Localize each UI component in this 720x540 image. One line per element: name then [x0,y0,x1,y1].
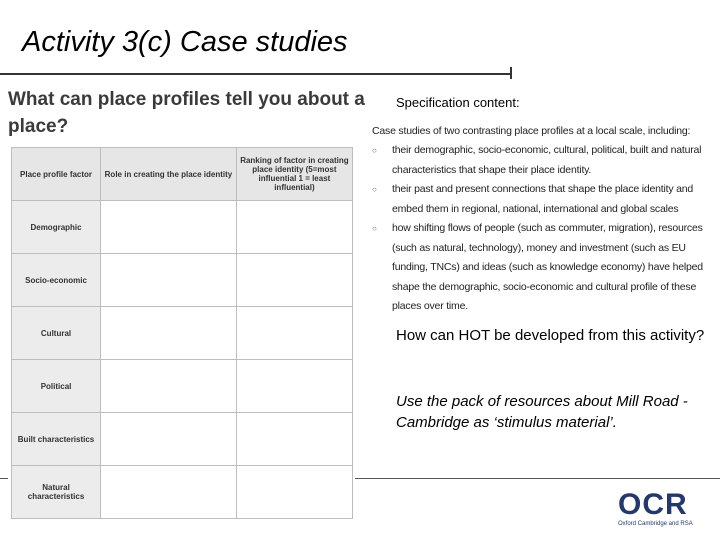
spec-bullet-text: their past and present connections that shape the place identity and embed them in regional, national, international and global scales [392,183,694,215]
ocr-logo [618,490,702,530]
bullet-icon: ○ [372,146,377,155]
role-cell[interactable] [101,307,237,360]
list-item [370,180,710,219]
logo-subtitle: Oxford Cambridge and RSA [618,521,693,527]
spec-bullet-text: how shifting flows of people (such as commuter, migration), resources (such as natural, technology), money and investment (such as EU funding, TNCs) and ideas (such as knowledge economy) have helped shape the demographic, socio-economic and cultural profile of these places over time. [392,222,703,312]
factor-cell: Natural characteristics [12,466,101,519]
question-heading: What can place profiles tell you about a place? [8,89,365,137]
bullet-icon: ○ [372,185,377,194]
header-factor: Place profile factor [12,148,101,201]
ranking-cell[interactable] [236,254,352,307]
spec-content-box [370,122,710,310]
role-cell[interactable] [101,413,237,466]
factor-cell: Built characteristics [12,413,101,466]
spec-intro: Case studies of two contrasting place profiles at a local scale, including: [372,125,691,137]
ranking-cell[interactable] [236,360,352,413]
spec-bullet-list [370,141,710,317]
role-cell[interactable] [101,254,237,307]
spec-label: Specification content: [396,95,520,110]
ranking-cell[interactable] [236,307,352,360]
footer-divider-right [355,478,720,479]
factor-cell: Cultural [12,307,101,360]
list-item [370,141,710,180]
header-ranking: Ranking of factor in creating place identity (5=most influential 1 = least influential) [236,148,352,201]
table-row [12,466,353,519]
title-divider [0,73,512,75]
bullet-icon: ○ [372,224,377,233]
hot-question: How can HOT be developed from this activity? [396,327,705,344]
header-role: Role in creating the place identity [101,148,237,201]
ranking-cell[interactable] [236,413,352,466]
list-item [370,219,710,317]
ranking-cell[interactable] [236,201,352,254]
spec-bullet-text: their demographic, socio-economic, cultural, political, built and natural characteristics that shape their place identity. [392,144,702,176]
slide-title: Activity 3(c) Case studies [22,26,348,58]
ranking-cell[interactable] [236,466,352,519]
table-row [12,254,353,307]
table-row [12,201,353,254]
table-row [12,307,353,360]
factor-cell: Political [12,360,101,413]
role-cell[interactable] [101,466,237,519]
table-row [12,413,353,466]
factor-cell: Socio-economic [12,254,101,307]
table-header-row [12,148,353,201]
place-profile-table [11,147,353,519]
role-cell[interactable] [101,201,237,254]
role-cell[interactable] [101,360,237,413]
stimulus-note: Use the pack of resources about Mill Road - Cambridge as ‘stimulus material’. [396,393,688,431]
footer-divider-left [0,478,8,479]
factor-cell: Demographic [12,201,101,254]
table-row [12,360,353,413]
logo-text: OCR [618,488,688,521]
title-divider-tick [510,67,512,79]
